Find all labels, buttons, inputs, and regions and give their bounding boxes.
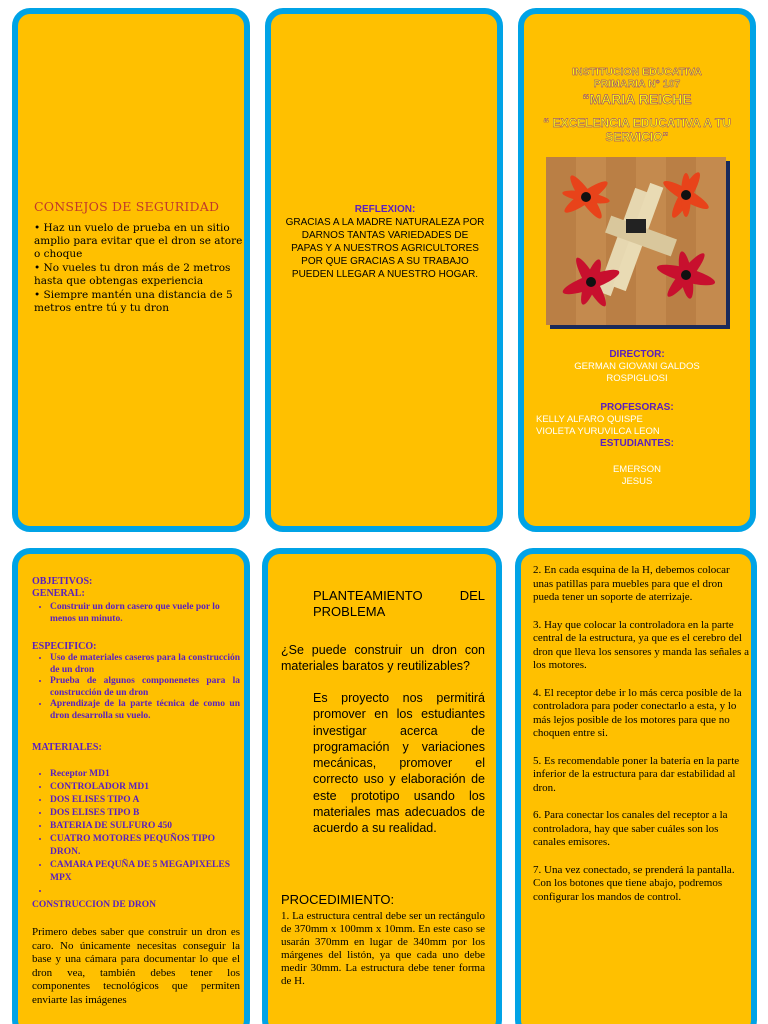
procedure-step-1: 1. La estructura central debe ser un rectángulo de 370mm x 100mm x 10mm. En este caso se usarán 370mm en lugar de 340mm por los márgenes del listón, ya que cada uno debe medir 30mm. La estructura debe tener forma de H. <box>281 910 485 987</box>
teacher-name: VIOLETA YURUVILCA LEON <box>536 426 660 437</box>
teachers-label: PROFESORAS: <box>600 402 674 413</box>
list-item: • Uso de materiales caseros para la construcción de un dron <box>50 653 240 676</box>
list-item: • No vueles tu dron más de 2 metros hasta que obtengas experiencia <box>34 262 231 287</box>
institution-number: PRIMARIA N° 107 <box>593 78 681 90</box>
list-item: • CAMARA PEQUÑA DE 5 MEGAPIXELES MPX <box>50 859 240 885</box>
problem-title: PLANTEAMIENTO DEL PROBLEMA <box>313 588 485 619</box>
construction-text: Primero debes saber que construir un dron es caro. No únicamente necesitas conseguir la base y una cámara para documentar lo que el dron vea, también debes tener los componentes tecnológicos que permiten enviarte las imágenes <box>32 926 240 1006</box>
panel-reflexion <box>265 8 503 532</box>
list-item: • Receptor MD1 <box>50 768 240 781</box>
drone-image <box>546 157 726 325</box>
student-name: EMERSON <box>612 464 662 475</box>
safety-list <box>34 222 244 316</box>
slogan: “ EXCELENCIA EDUCATIVA A TU SERVICIO” <box>543 116 731 144</box>
director-block <box>524 349 750 385</box>
school-name: “MARIA REICHE <box>582 91 692 107</box>
list-item <box>50 885 240 898</box>
list-item: • DOS ELISES TIPO A <box>50 794 240 807</box>
general-label: GENERAL: <box>32 588 85 599</box>
steps-list <box>533 564 749 918</box>
panel-problem <box>262 548 502 1024</box>
institution-line-1 <box>524 66 750 90</box>
director-label: DIRECTOR: <box>609 349 665 360</box>
students-block <box>524 438 750 450</box>
students-list <box>524 464 750 488</box>
list-item: • Siempre mantén una distancia de 5 metros entre tú y tu dron <box>34 289 233 314</box>
specific-label: ESPECIFICO: <box>32 641 97 652</box>
drone-photo <box>546 157 726 325</box>
materials-list <box>32 768 240 898</box>
list-item: 7. Una vez conectado, se prenderá la pantalla. Con los botones que tiene abajo, podremos configurar los mandos de control. <box>533 863 735 903</box>
list-item: • Haz un vuelo de prueba en un sitio amplio para evitar que el dron se atore o choque <box>34 222 243 260</box>
reflexion-body: GRACIAS A LA MADRE NATURALEZA POR DARNOS TANTAS VARIEDADES DE PAPAS Y A NUESTROS AGRICULTORES POR QUE GRACIAS A SU TRABAJO PUEDEN LLEGAR A NUESTRO HOGAR. <box>285 217 485 280</box>
objectives-label: OBJETIVOS: <box>32 576 93 587</box>
construction-label: CONSTRUCCION DE DRON <box>32 900 157 910</box>
list-item: • Aprendizaje de la parte técnica de como un dron desarrolla su vuelo. <box>50 699 240 722</box>
teachers-list <box>536 414 750 438</box>
problem-answer: Es proyecto nos permitirá promover en los estudiantes investigar acerca de programación y variaciones mecánicas, promover el correcto uso y elaboración de este prototipo usando los materiales mas adecuados de acuerdo a su realidad. <box>313 691 485 836</box>
reflexion-block <box>285 203 485 281</box>
reflexion-title: REFLEXION: <box>354 204 416 215</box>
institution-name: INSTITUCION EDUCATIVA <box>572 66 702 78</box>
director-name: GERMAN GIOVANI GALDOS ROSPIGLIOSI <box>574 361 700 384</box>
panel-safety <box>12 8 250 532</box>
specific-list <box>32 653 240 722</box>
list-item: 4. El receptor debe ir lo más cerca posible de la controladora para poder conectarlo a esta, y lo más lejos posible de los motores para que no choquen entre si. <box>533 686 742 739</box>
panel-steps <box>515 548 757 1024</box>
list-item: 2. En cada esquina de la H, debemos colocar unas patillas para muebles para que el dron pueda tener un soporte de aterrizaje. <box>533 564 730 603</box>
problem-question: ¿Se puede construir un dron con materiales baratos y reutilizables? <box>281 643 485 673</box>
general-list <box>32 602 240 625</box>
list-item: • DOS ELISES TIPO B <box>50 807 240 820</box>
materials-label: MATERIALES: <box>32 742 102 753</box>
list-item: • Construir un dorn casero que vuele por lo menos un minuto. <box>50 602 240 625</box>
list-item: 6. Para conectar los canales del receptor a la controladora, hay que saber cuáles son los canales emisores. <box>533 809 728 848</box>
list-item: 3. Hay que colocar la controladora en la parte central de la estructura, ya que es el cerebro del dron que lleva los sensores y manda las señales a los motores. <box>533 618 749 671</box>
teacher-name: KELLY ALFARO QUISPE <box>536 414 643 425</box>
student-name: JESUS <box>621 476 653 487</box>
list-item: • Prueba de algunos componenetes para la construcción de un dron <box>50 676 240 699</box>
teachers-block <box>524 402 750 414</box>
list-item: • CUATRO MOTORES PEQUÑOS TIPO DRON. <box>50 833 240 859</box>
students-label: ESTUDIANTES: <box>600 438 674 449</box>
list-item: • BATERIA DE SULFURO 450 <box>50 820 240 833</box>
procedure-title: PROCEDIMIENTO: <box>281 892 395 907</box>
list-item: 5. Es recomendable poner la batería en la parte inferior de la estructura para dar estabilidad al dron. <box>533 754 740 794</box>
panel-cover <box>518 8 756 532</box>
safety-title: CONSEJOS DE SEGURIDAD <box>34 199 220 214</box>
list-item: • CONTROLADOR MD1 <box>50 781 240 794</box>
panel-objectives <box>12 548 250 1024</box>
